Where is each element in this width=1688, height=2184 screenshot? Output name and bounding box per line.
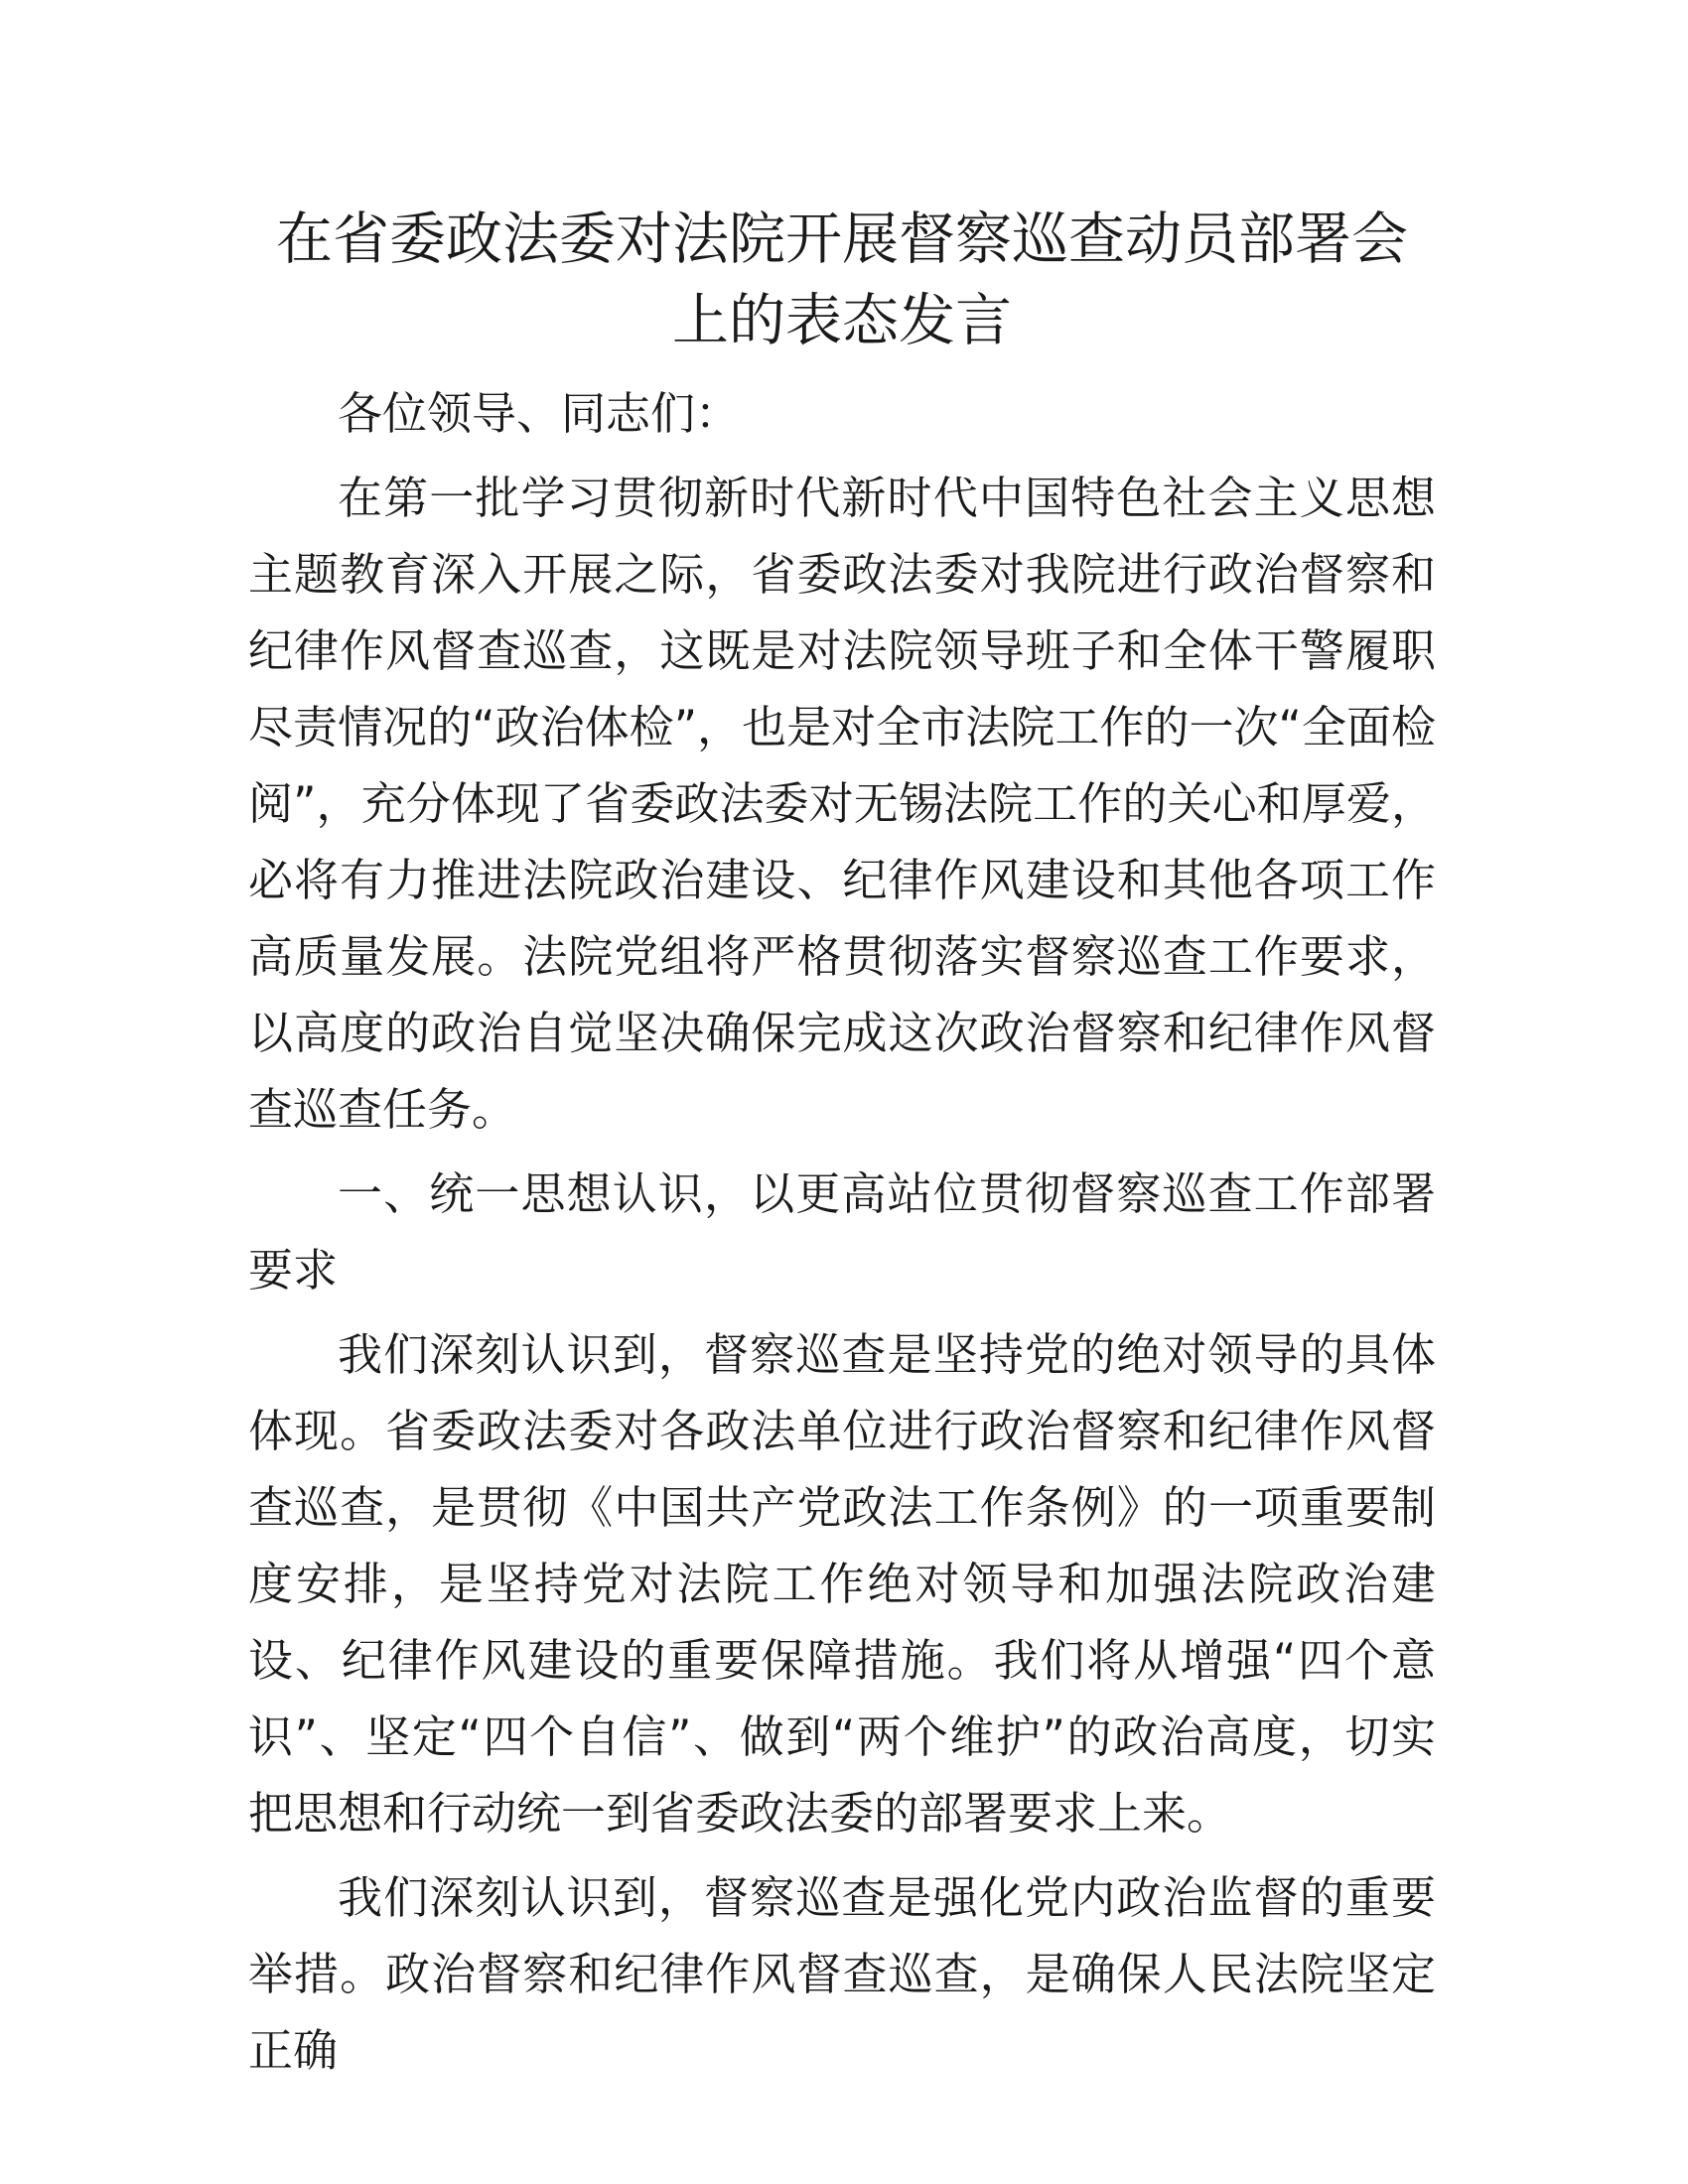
salutation: 各位领导、同志们： [338, 387, 741, 440]
intro-paragraph: 在第一批学习贯彻新时代新时代中国特色社会主义思想主题教育深入开展之际，省委政法委对我院进行政治督察和纪律作风督查巡查，这既是对法院领导班子和全体干警履职尽责情况的“政治体检”，也是对全市法院工作的一次“全面检阅”，充分体现了省委政法委对无锡法院工作的关心和厚爱，必将有力推进法院政治建设、纪律作风建设和其他各项工作高质量发展。法院党组将严格贯彻落实督察巡查工作要求，以高度的政治自觉坚决确保完成这次政治督察和纪律作风督查巡查任务。 [248, 472, 1436, 1136]
document-body [248, 199, 1436, 2089]
document-title: 在省委政法委对法院开展督察巡查动员部署会上的表态发言 [276, 206, 1408, 353]
section-paragraph-1: 我们深刻认识到，督察巡查是坚持党的绝对领导的具体体现。省委政法委对各政法单位进行政治督察和纪律作风督查巡查，是贯彻《中国共产党政法工作条例》的一项重要制度安排，是坚持党对法院工作绝对领导和加强法院政治建设、纪律作风建设的重要保障措施。我们将从增强“四个意识”、坚定“四个自信”、做到“两个维护”的政治高度，切实把思想和行动统一到省委政法委的部署要求上来。 [248, 1328, 1436, 1840]
section-paragraph-2: 我们深刻认识到，督察巡查是强化党内政治监督的重要举措。政治督察和纪律作风督查巡查，是确保人民法院坚定正确 [248, 1871, 1436, 2077]
section-heading: 一、统一思想认识，以更高站位贯彻督察巡查工作部署要求 [248, 1167, 1436, 1297]
